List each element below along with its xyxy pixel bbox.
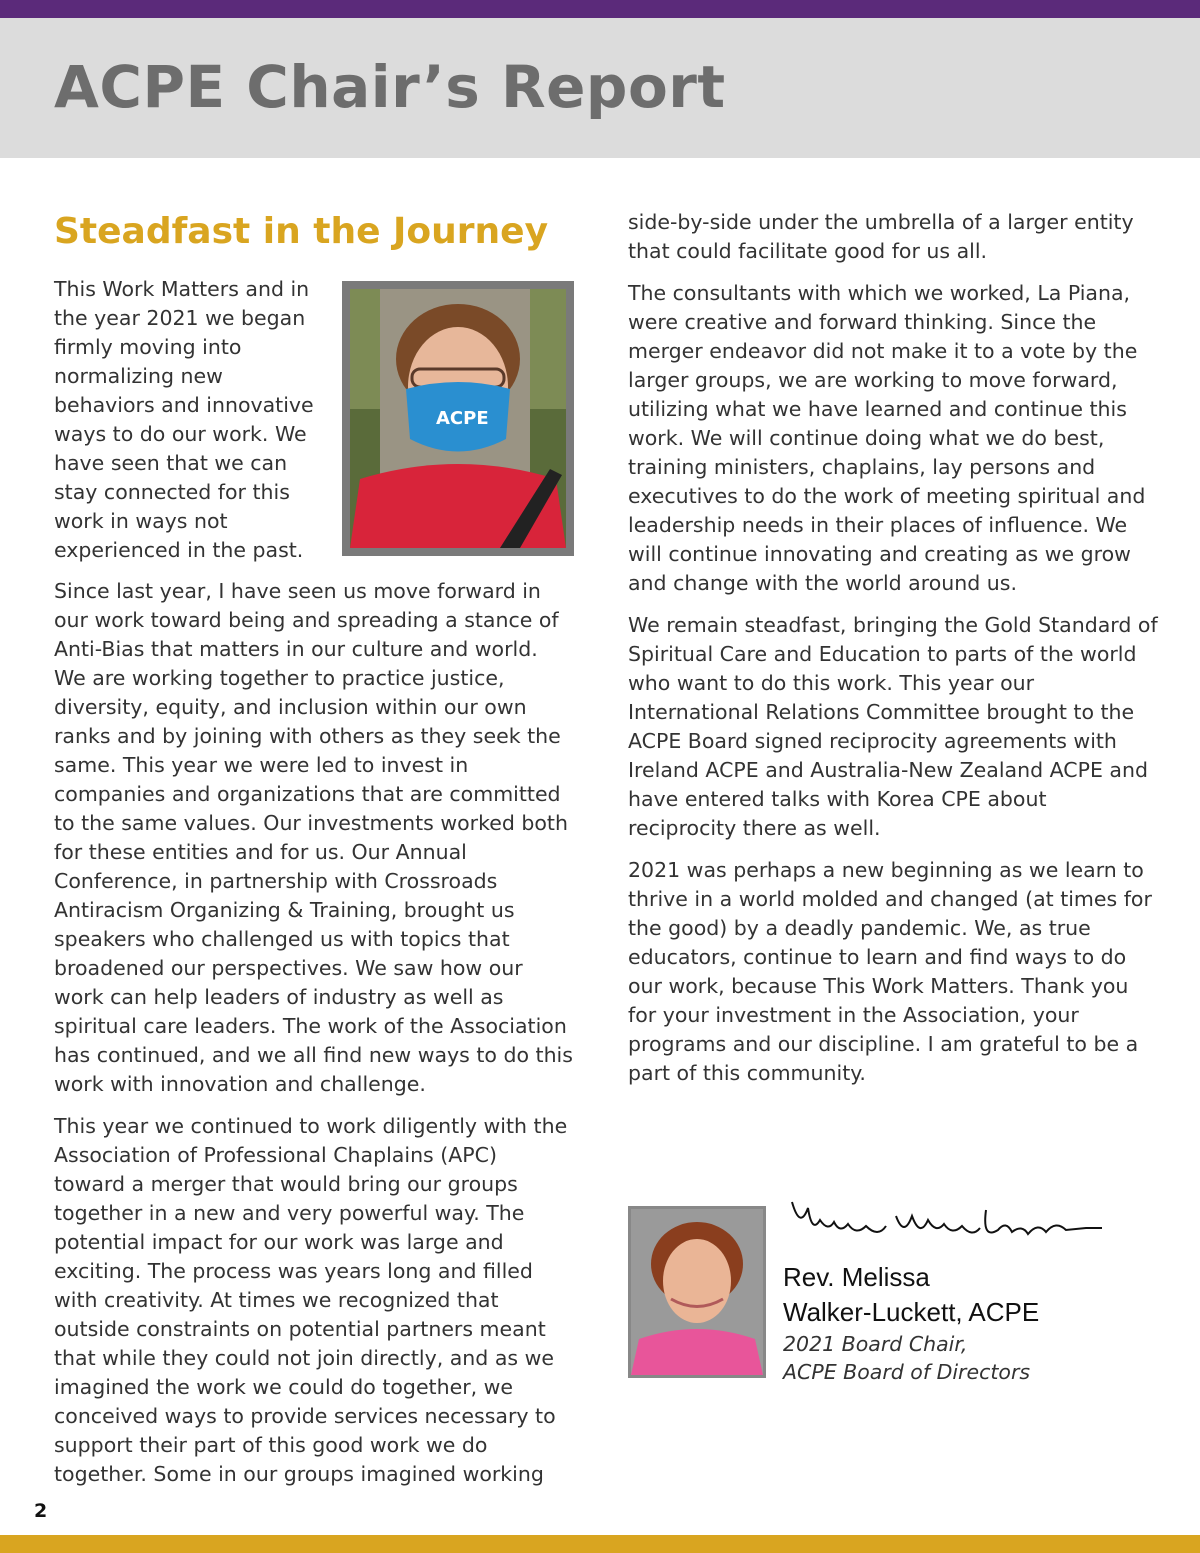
signer-role-line-1: 2021 Board Chair, <box>783 1332 968 1356</box>
left-paragraph-1: Since last year, I have seen us move forward in our work toward being and spreading a stance of Anti-Bias that matters in our culture and world. We are working together to practice justice, diversity, equity, and inclusion within our own ranks and by joining with others as they seek the same. This year we were led to invest in companies and organizations that are committed to the same values. Our investments worked both for these entities and for us. Our Annual Conference, in partnership with Crossroads Antiracism Organizing & Training, brought us speakers who challenged us with topics that broadened our perspectives. We saw how our work can help leaders of industry as well as spiritual care leaders. The work of the Association has continued, and we all find new ways to do this work with innovation and challenge. <box>54 579 573 1096</box>
signer-name-line-1: Rev. Melissa <box>783 1262 930 1292</box>
bottom-accent-bar <box>0 1535 1200 1553</box>
chair-photo-masked <box>342 281 574 556</box>
right-paragraph-2: The consultants with which we worked, La Piana, were creative and forward thinking. Since the merger endeavor did not make it to a vote by the larger groups, we are working to move forward, utilizing what we have learned and continue this work. We will continue doing what we do best, training ministers, chaplains, lay persons and executives to do the work of meeting spiritual and leadership needs in their places of influence. We will continue innovating and creating as we grow and change with the world around us. <box>628 281 1146 595</box>
right-column <box>628 208 1158 1088</box>
handwritten-signature <box>786 1190 1106 1250</box>
signer-role-line-2: ACPE Board of Directors <box>783 1360 1031 1384</box>
chair-photo-illustration <box>350 289 566 548</box>
chair-photo-image <box>350 289 566 548</box>
chair-portrait <box>628 1206 766 1378</box>
top-accent-bar <box>0 0 1200 18</box>
chair-portrait-image <box>631 1209 763 1375</box>
intro-paragraph: This Work Matters and in the year 2021 we began firmly moving into normalizing new behaviors and innovative ways to do our work. We have seen that we can stay connected for this work in ways not experienced in the past. <box>54 277 314 562</box>
mask-logo-text: ACPE <box>436 408 489 429</box>
signer-name-line-2: Walker-Luckett, ACPE <box>783 1297 1040 1327</box>
intro-column <box>54 275 324 565</box>
section-title: Steadfast in the Journey <box>54 211 549 252</box>
right-paragraph-4: 2021 was perhaps a new beginning as we learn to thrive in a world molded and changed (at times for the good) by a deadly pandemic. We, as true educators, continue to learn and find ways to do our work, because This Work Matters. Thank you for your investment in the Association, your programs and our discipline. I am grateful to be a part of this community. <box>628 858 1152 1085</box>
left-paragraph-2: This year we continued to work diligently with the Association of Professional Chaplains (APC) toward a merger that would bring our groups together in a new and very powerful way. The potential impact for our work was large and exciting. The process was years long and filled with creativity. At times we recognized that outside constraints on potential partners meant that while they could not join directly, and as we imagined the work we could do together, we conceived ways to provide services necessary to support their part of this good work we do together. Some in our groups imagined working <box>54 1114 568 1486</box>
right-paragraph-3: We remain steadfast, bringing the Gold Standard of Spiritual Care and Education to parts of the world who want to do this work. This year our International Relations Committee brought to the ACPE Board signed reciprocity agreements with Ireland ACPE and Australia-New Zealand ACPE and have entered talks with Korea CPE about reciprocity there as well. <box>628 613 1158 840</box>
signer-role <box>783 1330 1183 1386</box>
page-number: 2 <box>34 1500 48 1522</box>
signer-name <box>783 1260 1183 1330</box>
left-column <box>54 577 574 1489</box>
right-paragraph-1: side-by-side under the umbrella of a larger entity that could facilitate good for us all. <box>628 210 1134 263</box>
page-title: ACPE Chair’s Report <box>54 53 726 121</box>
